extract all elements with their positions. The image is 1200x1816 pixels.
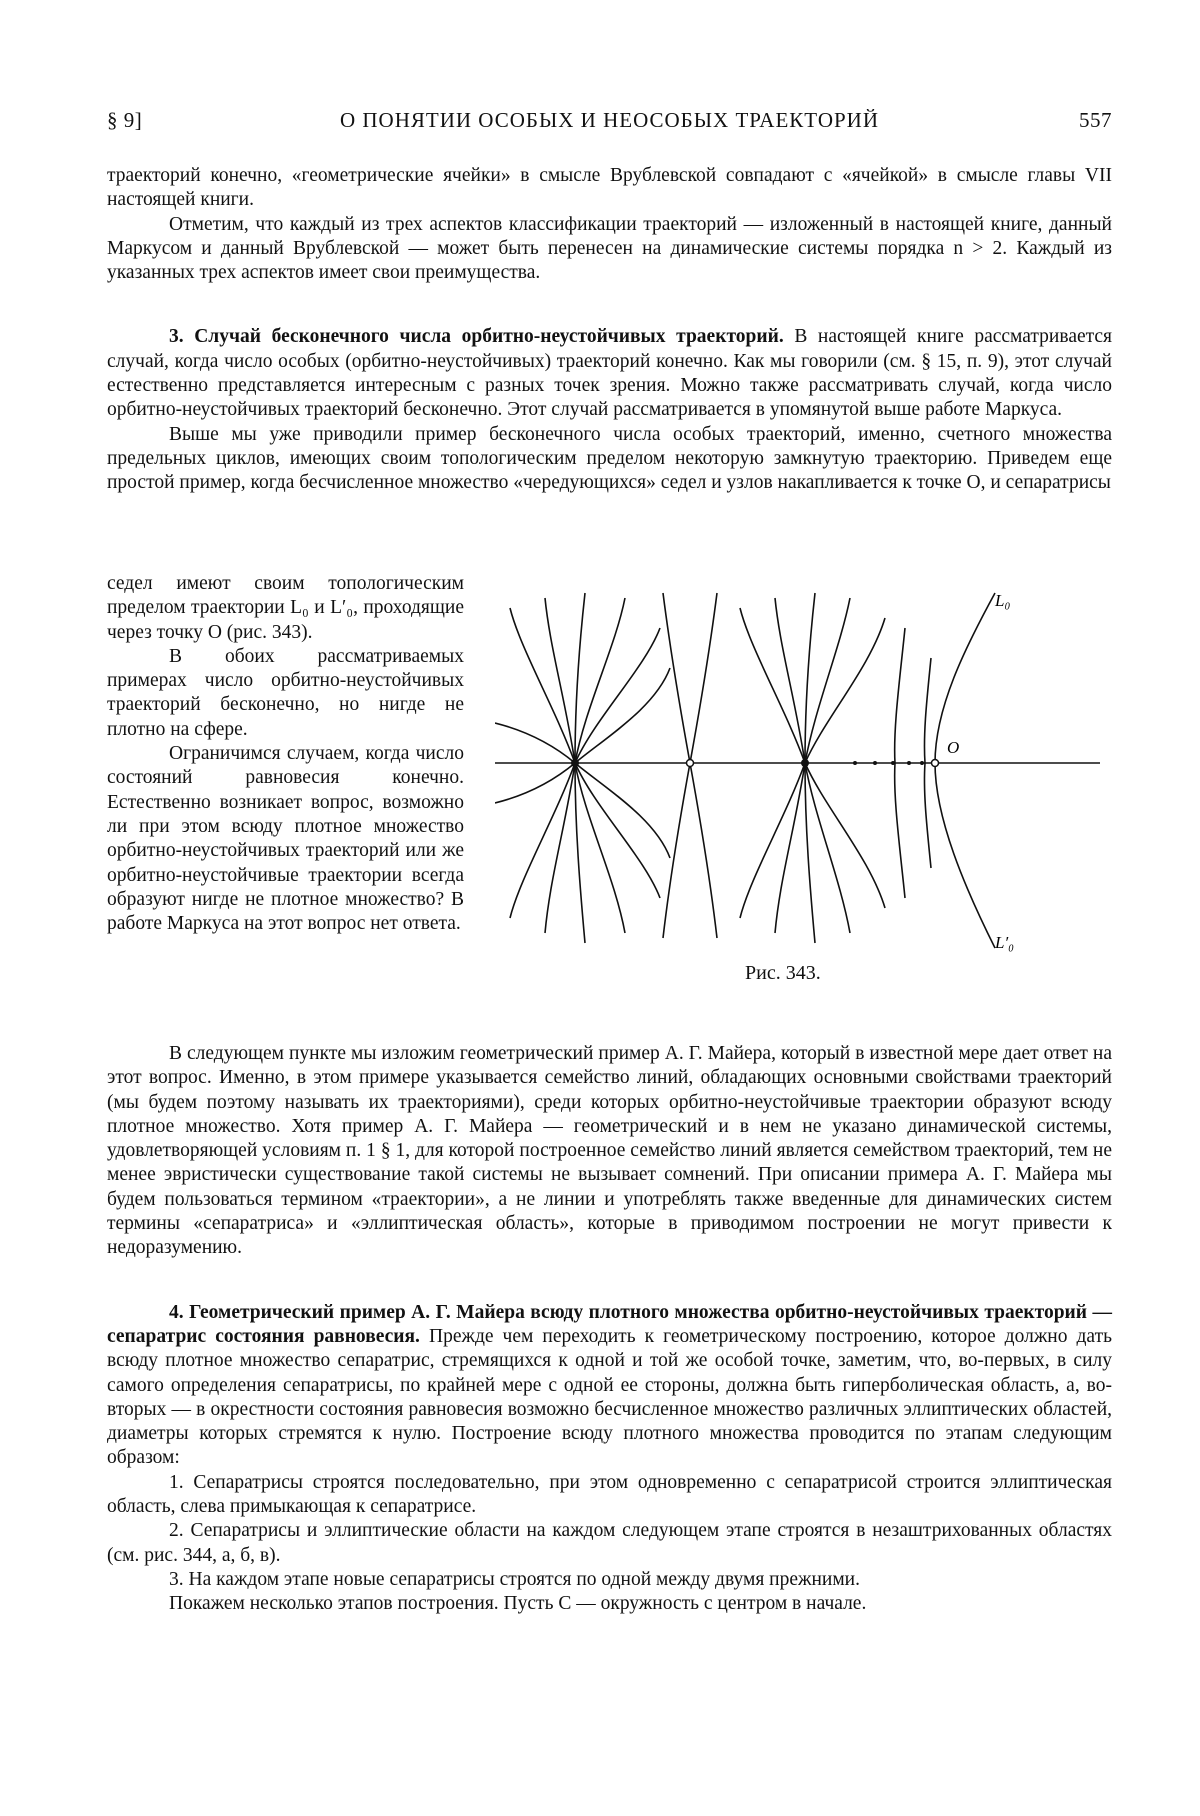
list-item: 2. Сепаратрисы и эллиптические области на каждом следующем этапе строятся в незаштрихованных областях (см. рис. 344, а, б, в). <box>107 1520 1112 1566</box>
saddle-point <box>687 760 694 767</box>
figure-caption: Рис. 343. <box>745 962 821 984</box>
section-4-paragraph <box>107 1301 1112 1471</box>
paragraph: В обоих рассматриваемых примерах число орбитно-неустойчивых траекторий бесконечно, но нигде не плотно на сфере. <box>107 645 464 740</box>
bottom-text-block <box>107 1042 1112 1617</box>
paragraph: Ограничимся случаем, когда число состояний равновесия конечно. Естественно возникает вопрос, возможно ли при этом всюду плотное множество орбитно-неустойчивых траекторий или же орбитно-неустойчивые траектории всегда образуют нигде не плотное множество? В работе Маркуса на этот вопрос нет ответа. <box>107 743 464 935</box>
accumulating-point <box>920 761 924 765</box>
node-point <box>801 759 809 767</box>
section-4-text: Прежде чем переходить к геометрическому построению, которое должно дать всюду плотное множество сепаратрис, стремящихся к одной и той же особой точке, заметим, что, во-первых, в силу самого определения сепаратрисы, по крайней мере с одной ее стороны, должна быть гиперболическая область, а, во-вторых — в окрестности состояния равновесия возможно бесчисленное множество различных эллиптических областей, диаметры которых стремятся к нулю. Построение всюду плотного множества проводится по этапам следующим образом: <box>107 1325 1113 1469</box>
section-3-paragraph <box>107 325 1112 422</box>
paragraph: траекторий конечно, «геометрические ячейки» в смысле Врублевской совпадают с «ячейкой» в смысле главы VII настоящей книги. <box>107 165 1112 211</box>
list-item: 1. Сепаратрисы строятся последовательно, при этом одновременно с сепаратрисой строится эллиптическая область, слева примыкающая к сепаратрисе. <box>107 1471 1112 1518</box>
paragraph: Отметим, что каждый из трех аспектов классификации траекторий — изложенный в настоящей книге, данный Маркусом и данный Врублевской — может быть перенесен на динамические системы порядка n > 2. Каждый из указанных трех аспектов имеет свои преимущества. <box>107 213 1112 284</box>
page-number: 557 <box>1079 108 1112 132</box>
accumulating-point <box>853 761 857 765</box>
section-4-heading: 4. Геометрический пример А. Г. Майера всюду плотного множества орбитно-неустойчивых траекторий — сепаратрис состояния равновесия. <box>107 1301 1112 1347</box>
accumulating-point <box>907 761 911 765</box>
running-title: О ПОНЯТИИ ОСОБЫХ И НЕОСОБЫХ ТРАЕКТОРИЙ <box>339 108 880 132</box>
accumulating-point <box>873 761 877 765</box>
paragraph: Покажем несколько этапов построения. Пусть C — окружность с центром в начале. <box>169 1593 867 1615</box>
section-3-text: В настоящей книге рассматривается случай, когда число особых (орбитно-неустойчивых) траекторий конечно. Как мы говорили (см. § 15, п. 9), этот случай естественно представляется интересным с разных точек зрения. Можно также рассматривать случай, когда число орбитно-неустойчивых траекторий бесконечно. Этот случай рассматривается в упомянутой выше работе Маркуса. <box>107 326 1113 421</box>
paragraph: Выше мы уже приводили пример бесконечного числа особых траекторий, именно, счетного множества предельных циклов, имеющих своим топологическим пределом некоторую замкнутую траекторию. Приведем еще простой пример, когда бесчисленное множество «чередующихся» седел и узлов накапливается к точке O, и сепаратрисы <box>107 423 1112 494</box>
section-marker: § 9] <box>107 108 143 132</box>
top-text-block <box>107 164 1112 496</box>
label-L0-prime: L′₀ <box>995 933 1015 952</box>
label-O: O <box>947 738 960 757</box>
separatrix-L0-prime <box>935 763 995 948</box>
section-3-heading: 3. Случай бесконечного числа орбитно-неустойчивых траекторий. <box>169 326 784 348</box>
node-point <box>571 759 579 767</box>
wrapped-text-column <box>107 572 464 936</box>
paragraph: седел имеют своим топологическим пределом траектории L₀ и L′₀, проходящие через точку O (рис. 343). <box>107 573 464 643</box>
list-item: 3. На каждом этапе новые сепаратрисы строятся по одной между двумя прежними. <box>169 1568 860 1590</box>
point-O <box>932 760 939 767</box>
figure-343 <box>495 588 1107 968</box>
accumulating-point <box>891 761 895 765</box>
paragraph: В следующем пункте мы изложим геометрический пример А. Г. Майера, который в известной мере дает ответ на этот вопрос. Именно, в этом примере указывается семейство линий, обладающих основными свойствами траекторий (мы будем поэтому называть их траекториями), среди которых орбитно-неустойчивые траектории образуют всюду плотное множество. Хотя пример А. Г. Майера — геометрический и в нем не указано динамической системы, удовлетворяющей условиям п. 1 § 1, для которой построенное семейство линий является семейством траекторий, тем не менее эвристически существование такой системы не вызывает сомнений. При описании примера А. Г. Майера мы будем пользоваться термином «траектории», а не линии и употреблять также введенные для динамических систем термины «сепаратриса» и «эллиптическая область», которые в приводимом построении не могут привести к недоразумению. <box>107 1043 1112 1259</box>
label-L0: L₀ <box>995 591 1011 610</box>
phase-portrait <box>495 593 1100 948</box>
separatrix-L0 <box>935 593 995 763</box>
running-header <box>107 108 1112 138</box>
